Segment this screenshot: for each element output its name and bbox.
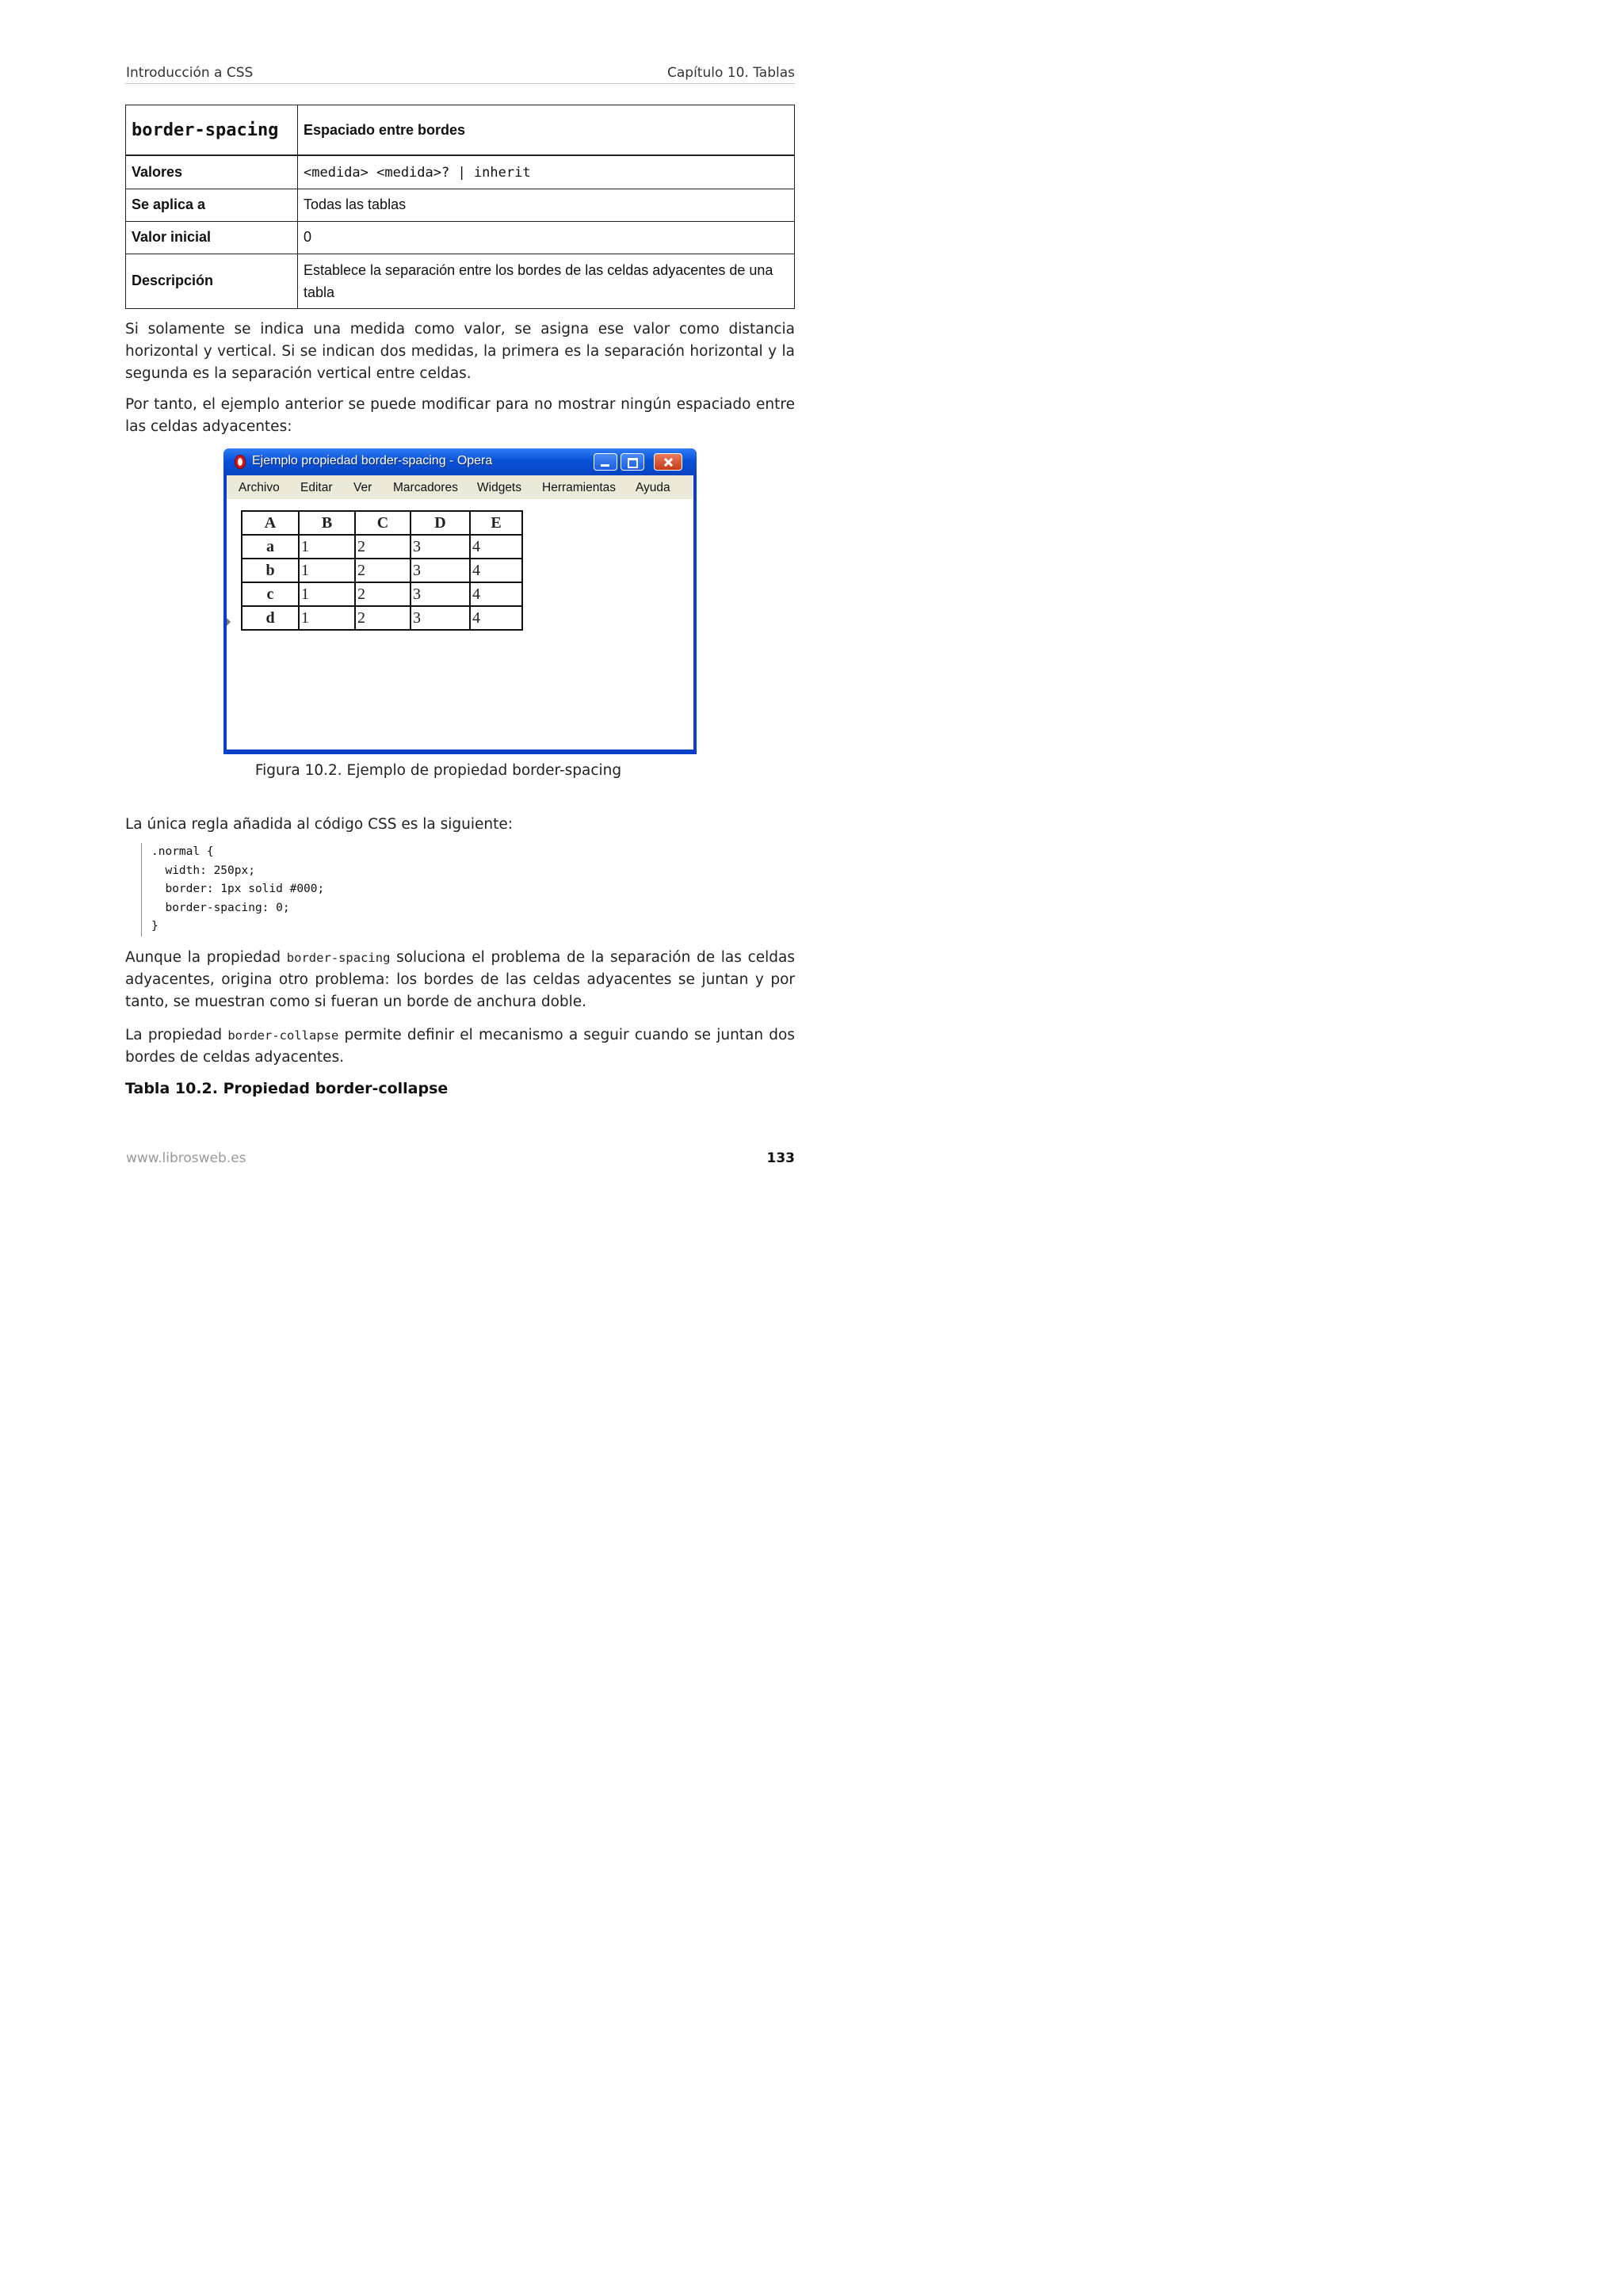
- header-book-title: Introducción a CSS: [126, 65, 254, 81]
- paragraph-2: Por tanto, el ejemplo anterior se puede modificar para no mostrar ningún espaciado entre las celdas adyacentes:: [125, 396, 795, 435]
- menu-herramientas[interactable]: Herramientas: [542, 481, 617, 494]
- demo-table-row: [242, 606, 522, 630]
- property-value: 0: [298, 221, 795, 254]
- demo-table-row: [242, 582, 522, 606]
- menu-ver[interactable]: Ver: [353, 481, 372, 494]
- demo-cell: 3: [411, 582, 470, 606]
- inline-code-border-spacing: border-spacing: [286, 951, 391, 965]
- demo-cell: 4: [470, 606, 522, 630]
- demo-cell: b: [242, 559, 299, 582]
- footer-website: www.librosweb.es: [126, 1150, 246, 1166]
- property-key: Valores: [126, 155, 298, 189]
- window-title: Ejemplo propiedad border-spacing - Opera: [252, 454, 493, 467]
- demo-cell: C: [355, 511, 411, 535]
- paragraph-1: Si solamente se indica una medida como valor, se asigna ese valor como distancia horizontal y vertical. Si se indican dos medidas, la primera es la separación horizontal y la segunda es la separación vertical entre celdas.: [125, 321, 795, 382]
- demo-cell: 3: [411, 606, 470, 630]
- browser-window-screenshot: [223, 448, 697, 754]
- demo-cell: 4: [470, 582, 522, 606]
- header-rule: [125, 83, 795, 84]
- demo-cell: 1: [299, 535, 355, 559]
- paragraph-4-text: Aunque la propiedad: [125, 949, 287, 966]
- close-icon[interactable]: [654, 453, 682, 471]
- property-key: Descripción: [126, 254, 298, 308]
- demo-cell: d: [242, 606, 299, 630]
- demo-cell: A: [242, 511, 299, 535]
- opera-logo-icon: [235, 455, 246, 469]
- inline-code-border-collapse: border-collapse: [227, 1028, 339, 1043]
- demo-cell: 2: [355, 582, 411, 606]
- demo-cell: 2: [355, 606, 411, 630]
- property-value: Establece la separación entre los bordes de las celdas adyacentes de una tabla: [298, 254, 795, 308]
- menu-editar[interactable]: Editar: [300, 481, 333, 494]
- menu-ayuda[interactable]: Ayuda: [636, 481, 670, 494]
- menu-archivo[interactable]: Archivo: [239, 481, 280, 494]
- demo-cell: c: [242, 582, 299, 606]
- property-row-inicial: [126, 221, 795, 254]
- paragraph-5-text: La propiedad: [125, 1027, 228, 1043]
- table-title: Tabla 10.2. Propiedad border-collapse: [125, 1080, 449, 1097]
- figure-caption: Figura 10.2. Ejemplo de propiedad border-spacing: [254, 762, 622, 779]
- property-name: border-spacing: [132, 120, 279, 140]
- property-key: Valor inicial: [126, 221, 298, 254]
- demo-cell: B: [299, 511, 355, 535]
- demo-cell: 1: [299, 606, 355, 630]
- paragraph-4: [125, 947, 795, 1013]
- property-name-desc: Espaciado entre bordes: [298, 105, 795, 156]
- page-number: 133: [766, 1150, 795, 1166]
- demo-cell: 3: [411, 535, 470, 559]
- menu-widgets[interactable]: Widgets: [477, 481, 521, 494]
- minimize-icon[interactable]: [594, 453, 617, 471]
- demo-table-header-row: [242, 511, 522, 535]
- demo-cell: 2: [355, 535, 411, 559]
- demo-cell: 4: [470, 559, 522, 582]
- property-table: [125, 105, 795, 309]
- demo-table-row: [242, 535, 522, 559]
- menu-marcadores[interactable]: Marcadores: [393, 481, 458, 494]
- property-row-descripcion: [126, 254, 795, 308]
- paragraph-4-text: soluciona el problema de la separación de las celdas adyacentes, origina otro problema: los bordes de las celdas adyacentes se juntan y por tanto, se muestran como si fueran un borde de anchura doble.: [125, 949, 795, 1010]
- arrow-marker-icon: [227, 618, 231, 626]
- property-row-aplica: [126, 189, 795, 221]
- maximize-icon[interactable]: [621, 453, 644, 471]
- demo-cell: 3: [411, 559, 470, 582]
- demo-table: [241, 510, 523, 631]
- browser-content: [227, 499, 693, 749]
- property-row-valores: [126, 155, 795, 189]
- demo-cell: 1: [299, 559, 355, 582]
- property-name-cell: [126, 105, 298, 156]
- property-value-syntax: <medida> <medida>? | inherit: [304, 164, 531, 181]
- demo-cell: 4: [470, 535, 522, 559]
- css-code-block: .normal { width: 250px; border: 1px solid #000; border-spacing: 0; }: [141, 843, 324, 936]
- paragraph-3: La única regla añadida al código CSS es la siguiente:: [125, 816, 514, 833]
- property-key: Se aplica a: [126, 189, 298, 221]
- demo-cell: 1: [299, 582, 355, 606]
- paragraph-5: [125, 1024, 795, 1069]
- property-table-header-row: [126, 105, 795, 156]
- window-titlebar: [223, 448, 697, 475]
- property-value: Todas las tablas: [298, 189, 795, 221]
- property-value: [298, 155, 795, 189]
- demo-cell: D: [411, 511, 470, 535]
- demo-table-row: [242, 559, 522, 582]
- menu-bar: [227, 475, 693, 499]
- demo-cell: a: [242, 535, 299, 559]
- paragraph-5-text: permite definir el mecanismo a seguir cuando se juntan dos bordes de celdas adyacentes.: [125, 1027, 795, 1066]
- header-chapter-title: Capítulo 10. Tablas: [667, 65, 795, 81]
- demo-cell: E: [470, 511, 522, 535]
- demo-cell: 2: [355, 559, 411, 582]
